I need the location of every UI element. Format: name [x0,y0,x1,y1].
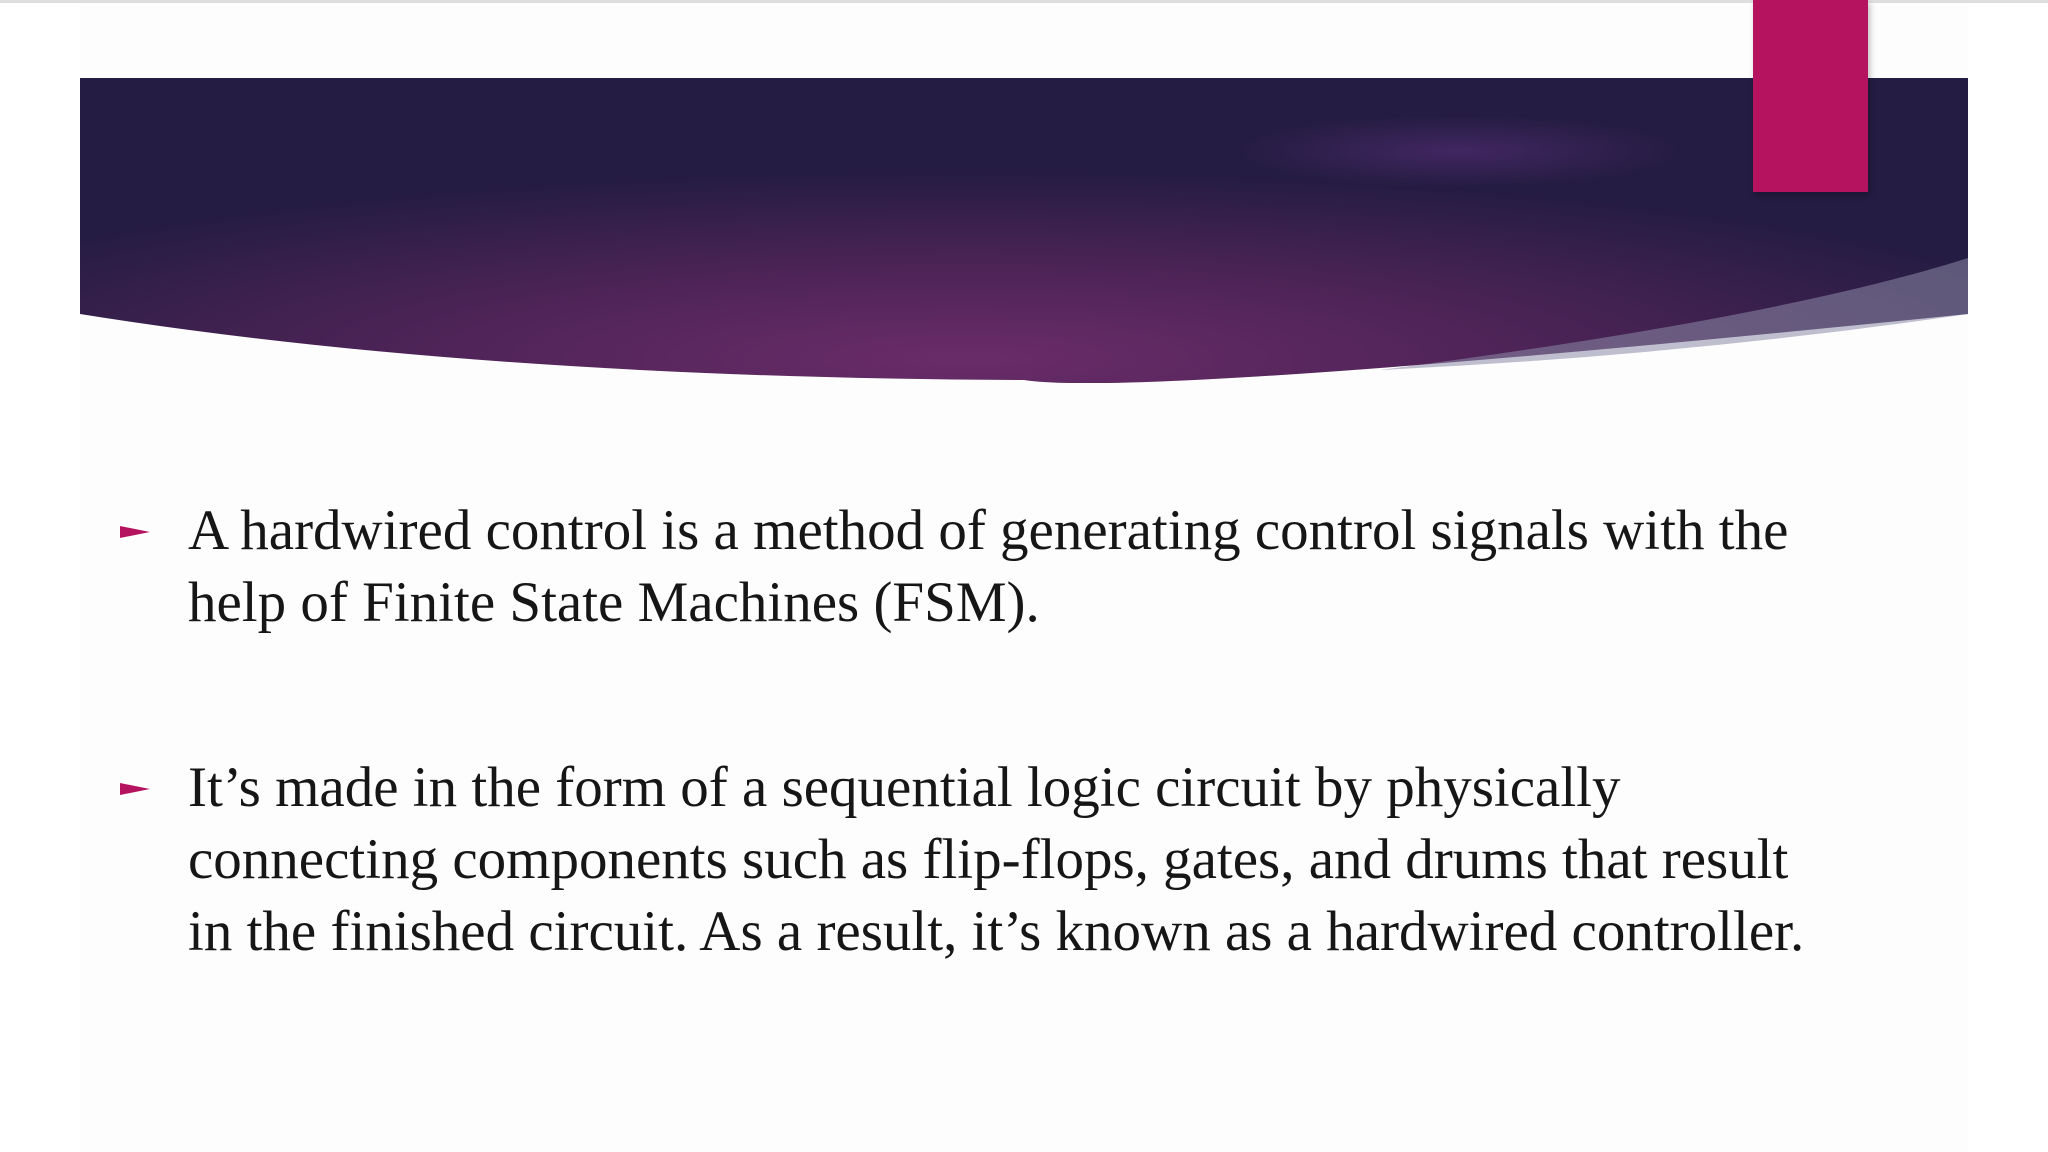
bullet-list [120,495,1820,1081]
title-banner [80,78,1968,383]
bullet-text: It’s made in the form of a sequential logic circuit by physically connecting components such as flip-flops, gates, and drums that result in the finished circuit. As a result, it’s known as a hardwired controller. [188,756,1805,963]
bullet-text: A hardwired control is a method of generating control signals with the help of Finite State Machines (FSM). [188,499,1789,634]
title-banner-graphic [80,78,1968,383]
triangle-arrow-icon [120,783,150,795]
bullet-item [120,495,1820,639]
triangle-arrow-icon [120,526,150,538]
accent-tab [1753,0,1868,192]
bullet-item [120,752,1820,968]
